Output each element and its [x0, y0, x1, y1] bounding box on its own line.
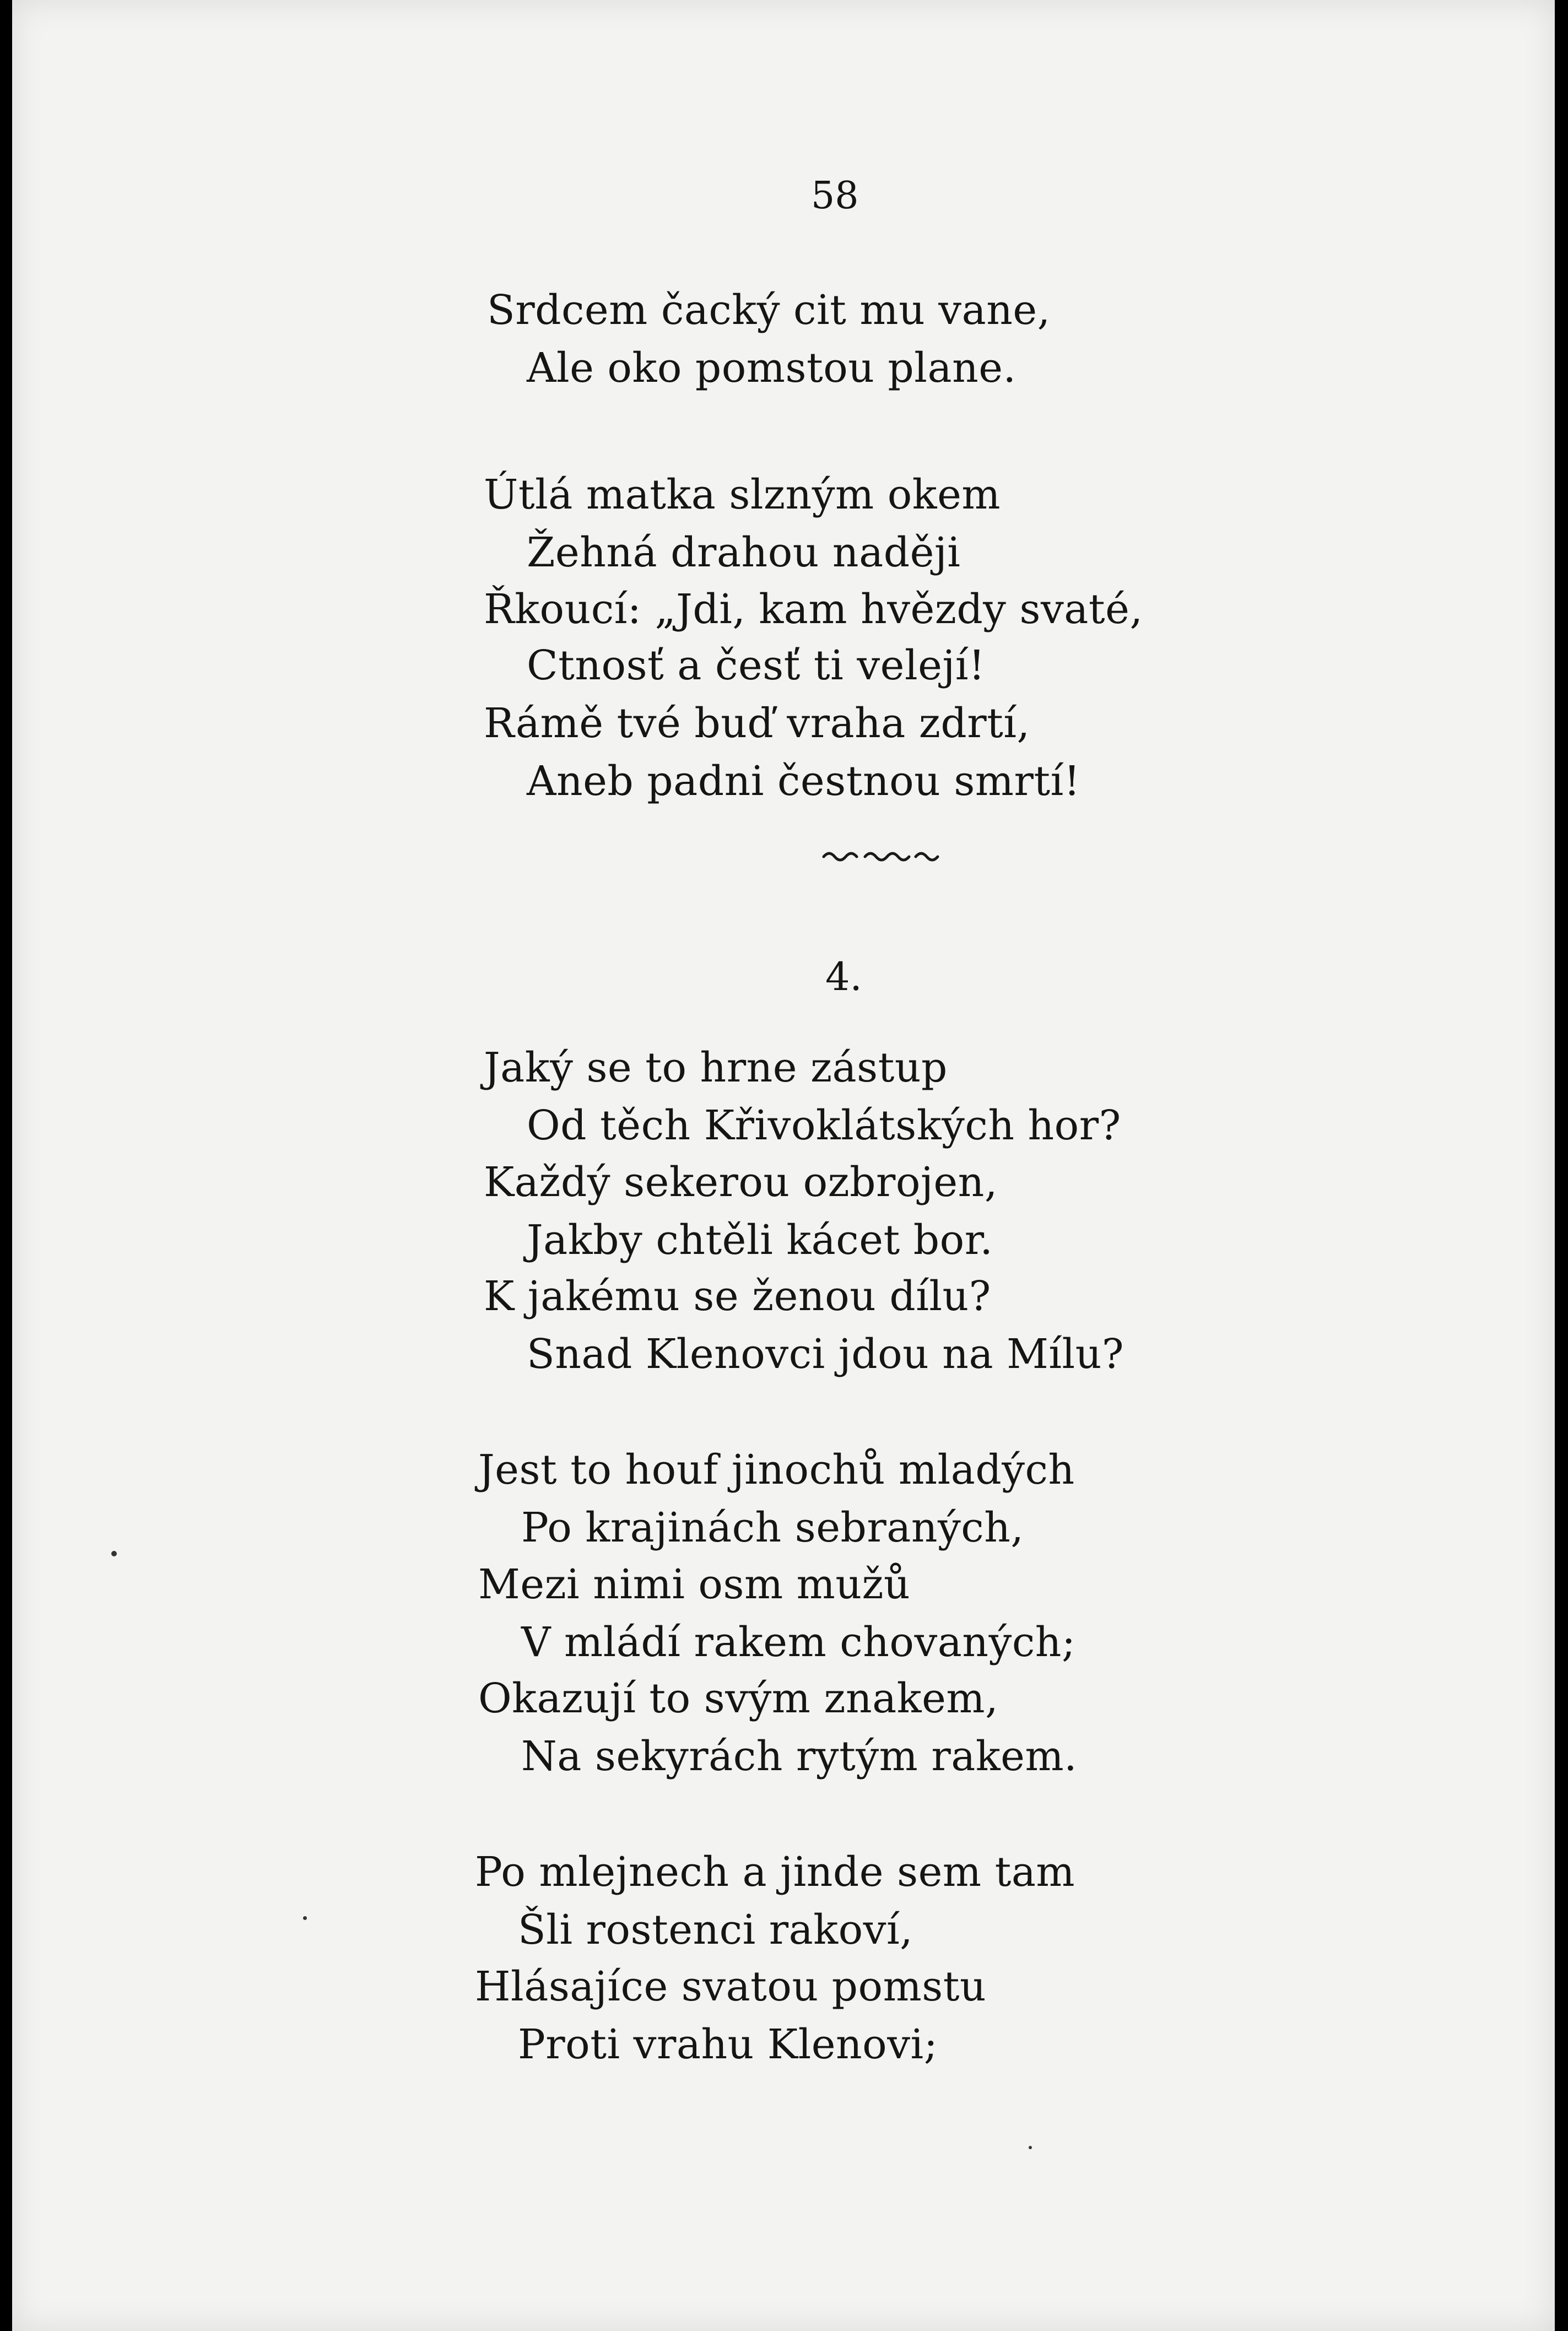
- print-speck: [303, 1916, 307, 1920]
- print-speck: [111, 1551, 117, 1556]
- verse-line: Snad Klenovci jdou na Mílu?: [527, 1331, 1124, 1378]
- verse-line: Proti vrahu Klenovi;: [518, 2021, 938, 2068]
- verse-line: Ale oko pomstou plane.: [527, 344, 1017, 392]
- print-speck: [1029, 2146, 1032, 2149]
- verse-line: Aneb padni čestnou smrtí!: [527, 758, 1080, 805]
- book-page: [12, 0, 1555, 2331]
- verse-line: Rámě tvé buď vraha zdrtí,: [484, 700, 1030, 747]
- verse-line: Od těch Křivoklátských hor?: [527, 1102, 1121, 1149]
- verse-line: Útlá matka slzným okem: [484, 471, 1001, 518]
- verse-line: Žehná drahou naději: [527, 529, 961, 576]
- verse-line: Po mlejnech a jinde sem tam: [475, 1848, 1075, 1896]
- wavy-divider-icon: [821, 846, 942, 868]
- verse-line: Srdcem čacký cit mu vane,: [487, 286, 1051, 334]
- verse-line: V mládí rakem chovaných;: [521, 1619, 1076, 1666]
- verse-line: K jakému se ženou dílu?: [484, 1273, 991, 1320]
- verse-line: Hlásajíce svatou pomstu: [475, 1963, 987, 2010]
- verse-line: Každý sekerou ozbrojen,: [484, 1159, 998, 1206]
- section-number: 4.: [825, 954, 862, 999]
- verse-line: Mezi nimi osm mužů: [478, 1561, 911, 1608]
- verse-line: Řkoucí: „Jdi, kam hvězdy svaté,: [484, 586, 1143, 633]
- verse-line: Jakby chtěli kácet bor.: [527, 1216, 993, 1264]
- verse-line: Jest to houf jinochů mladých: [478, 1446, 1075, 1494]
- verse-line: Ctnosť a česť ti velejí!: [527, 642, 986, 689]
- verse-line: Jaký se to hrne zástup: [484, 1044, 948, 1091]
- verse-line: Okazují to svým znakem,: [478, 1675, 999, 1722]
- verse-line: Na sekyrách rytým rakem.: [521, 1733, 1078, 1780]
- page-number: 58: [811, 174, 859, 218]
- verse-line: Po krajinách sebraných,: [521, 1504, 1024, 1551]
- verse-line: Šli rostenci rakoví,: [518, 1906, 913, 1954]
